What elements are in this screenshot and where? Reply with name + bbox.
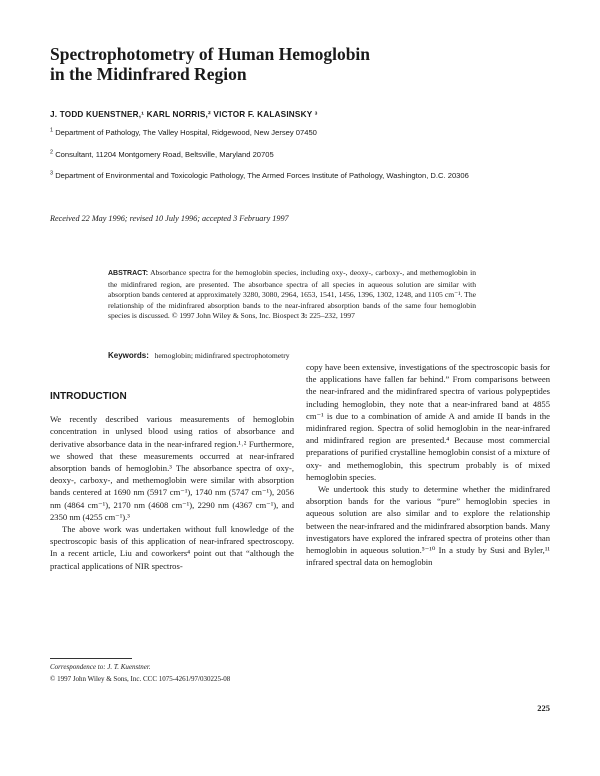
affiliation-3 xyxy=(50,170,510,181)
page-number: 225 xyxy=(537,703,550,713)
citation-journal: Biospect xyxy=(272,311,300,321)
abstract-label: ABSTRACT: xyxy=(108,270,149,277)
affiliation-2 xyxy=(50,149,570,160)
title-line-2: in the Midinfrared Region xyxy=(50,64,247,84)
affiliation-mark: 1 xyxy=(50,127,54,134)
abstract xyxy=(108,268,476,322)
footnote-correspondence: Correspondence to: J. T. Kuenstner. xyxy=(50,663,151,671)
footnote-copyright: © 1997 John Wiley & Sons, Inc. CCC 1075-4261/97/030225-08 xyxy=(50,675,231,683)
paragraph: copy have been extensive, investigations of the spectroscopic basis for the applications have fallen far behind.” From comparisons between the near-infrared and the midinfrared spectra of various polypeptides including hemoglobin, they note that a near-infrared band at 4855 cm⁻¹ is due to a combination of amide A and amide II bands in the midinfrared region. Spectra of solid hemoglobin in the near-infrared and midinfrared region are presented.⁴ Because most commercial preparations of purified crystalline hemoglobin consist of a mixture of oxy- and methemoglobin, this spectrum probably is of mixed hemoglobin species. xyxy=(306,362,550,482)
left-column xyxy=(50,391,294,572)
affiliation-text: Department of Environmental and Toxicologic Pathology, The Armed Forces Institute of Pathology, Washington, D.C. 20306 xyxy=(55,171,469,180)
keywords xyxy=(108,351,476,360)
author-list: J. TODD KUENSTNER,¹ KARL NORRIS,² VICTOR F. KALASINSKY ³ xyxy=(50,110,318,119)
title-line-1: Spectrophotometry of Human Hemoglobin xyxy=(50,44,371,64)
citation-volume: 3: xyxy=(301,311,308,321)
keywords-label: Keywords: xyxy=(108,351,149,360)
article-title xyxy=(50,44,550,84)
affiliation-mark: 3 xyxy=(50,170,54,177)
abstract-text: Absorbance spectra for the hemoglobin species, including oxy-, deoxy-, carboxy-, and methemoglobin in the midinfrared region, are presented. The absorbance spectra of all species in aqueous solution are similar with absorption bands centered at approximately 3280, 3080, 2964, 1653, 1541, 1456, 1396, 1302, 1248, and 1105 cm⁻¹. The relationship of the midinfrared absorption bands to the near-infrared absorption bands of the same four hemoglobin species is discussed. © 1997 John Wiley & Sons, Inc. xyxy=(108,268,476,321)
paragraph: The above work was undertaken without full knowledge of the spectroscopic basis of this application of near-infrared spectroscopy. In a recent article, Liu and coworkers⁴ point out that “although the practical applications of NIR spectros- xyxy=(50,524,294,571)
section-heading-introduction: INTRODUCTION xyxy=(50,391,127,402)
keywords-text: hemoglobin; midinfrared spectrophotometry xyxy=(154,351,290,360)
citation-pages: 225–232, 1997 xyxy=(309,311,355,321)
footnote-divider xyxy=(50,658,132,659)
affiliation-text: Consultant, 11204 Montgomery Road, Beltsville, Maryland 20705 xyxy=(55,150,274,159)
received-dates: Received 22 May 1996; revised 10 July 1996; accepted 3 February 1997 xyxy=(50,214,289,223)
affiliation-mark: 2 xyxy=(50,149,54,156)
paragraph: We recently described various measurements of hemoglobin concentration in unlysed blood using ratios of absorbance and derivative absorbance data in the near-infrared region.¹˒² Furthermore, we showed that these measurements occurred at near-infrared absorption bands of hemoglobin.³ The absorbance spectra of oxy-, deoxy-, carboxy-, and methemoglobin were similar with absorption bands centered at 1690 nm (5917 cm⁻¹), 1740 nm (5747 cm⁻¹), 2056 nm (4864 cm⁻¹), 2170 nm (4608 cm⁻¹), 2290 nm (4367 cm⁻¹), and 2350 nm (4255 cm⁻¹).³ xyxy=(50,414,294,522)
affiliation-1 xyxy=(50,127,570,138)
right-column xyxy=(306,361,550,568)
affiliation-text: Department of Pathology, The Valley Hospital, Ridgewood, New Jersey 07450 xyxy=(55,128,317,137)
paragraph: We undertook this study to determine whether the midinfrared absorption bands for the various “pure” hemoglobin species in aqueous solution are also similar and to explore the relationship between the near-infrared and the midinfrared absorption bands. Many investigators have explored the infrared spectra of proteins other than hemoglobin in aqueous solution.⁵⁻¹⁰ In a study by Susi and Byler,¹¹ infrared spectral data on hemoglobin xyxy=(306,484,550,568)
